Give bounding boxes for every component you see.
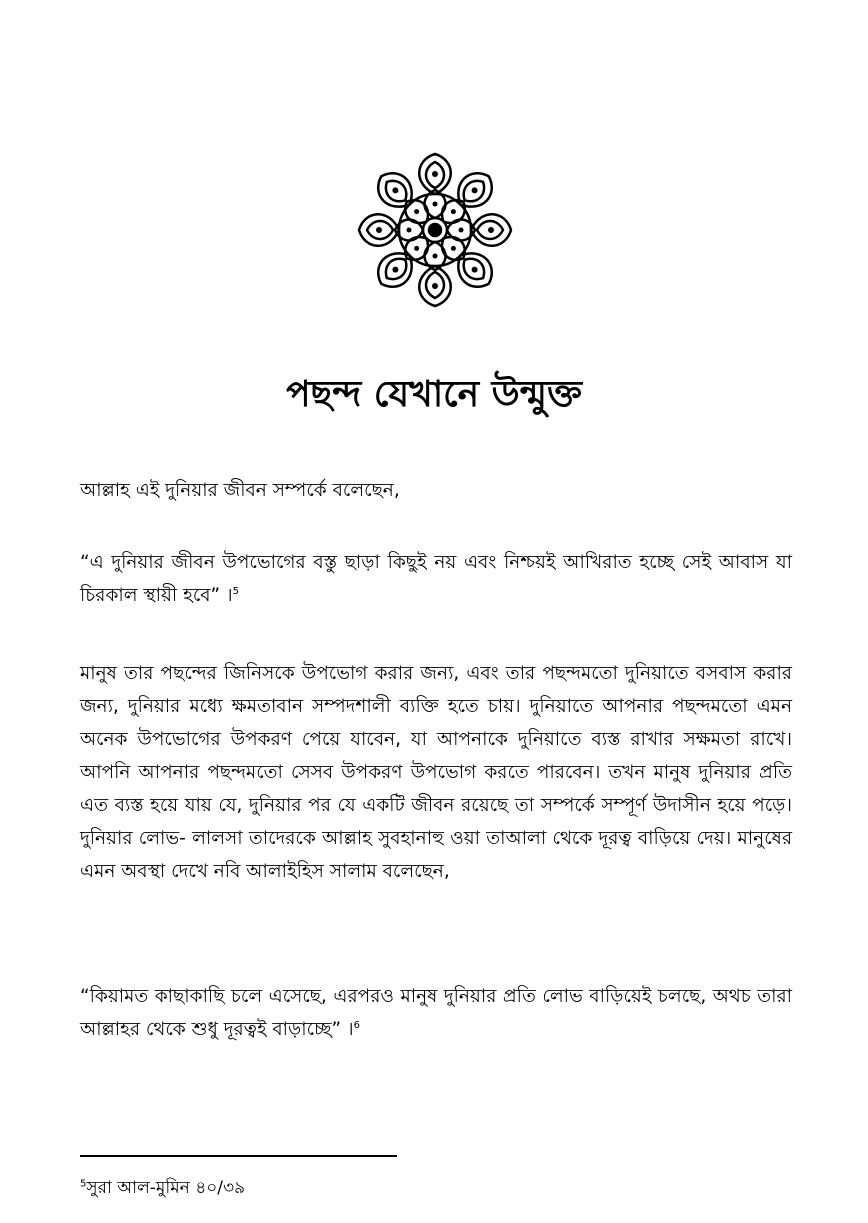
quote-text-1: “এ দুনিয়ার জীবন উপভোগের বস্তু ছাড়া কিছুই নয় এবং নিশ্চয়ই আখিরাত হচ্ছে সেই আবাস যা চিরকাল স্থায়ী হবে” ।	[80, 552, 792, 606]
footnote-marker: 5	[80, 1178, 87, 1190]
footnote-ref-2: 6	[353, 1019, 360, 1031]
footnote-divider	[80, 1155, 397, 1157]
footnote	[80, 1175, 245, 1201]
footnote-ref-1: 5	[232, 585, 240, 597]
quote-paragraph-2	[80, 980, 792, 1046]
footnote-text: সুরা আল-মুমিন ৪০/৩৯	[86, 1178, 246, 1198]
quote-text-2: “কিয়ামত কাছাকাছি চলে এসেছে, এরপরও মানুষ দুনিয়ার প্রতি লোভ বাড়িয়েই চলছে, অথচ তারা আল্লাহর থেকে শুধু দূরত্বই বাড়াচ্ছে” ।	[80, 986, 792, 1040]
intro-paragraph: আল্লাহ এই দুনিয়ার জীবন সম্পর্কে বলেছেন,	[80, 480, 400, 501]
page-title: পছন্দ যেখানে উন্মুক্ত	[286, 374, 582, 415]
quote-paragraph-1	[80, 546, 792, 612]
floral-mandala-icon	[357, 152, 513, 308]
body-paragraph: মানুষ তার পছন্দের জিনিসকে উপভোগ করার জন্য, এবং তার পছন্দমতো দুনিয়াতে বসবাস করার জন্য, দুনিয়ার মধ্যে ক্ষমতাবান সম্পদশালী ব্যক্তি হতে চায়। দুনিয়াতে আপনার পছন্দমতো এমন অনেক উপভোগের উপকরণ পেয়ে যাবেন, যা আপনাকে দুনিয়াতে ব্যস্ত রাখার সক্ষমতা রাখে। আপনি আপনার পছন্দমতো সেসব উপকরণ উপভোগ করতে পারবেন। তখন মানুষ দুনিয়ার প্রতি এত ব্যস্ত হয়ে যায় যে, দুনিয়ার পর যে একটি জীবন রয়েছে তা সম্পর্কে সম্পূর্ণ উদাসীন হয়ে পড়ে। দুনিয়ার লোভ- লালসা তাদেরকে আল্লাহ সুবহানাহু ওয়া তাআলা থেকে দূরত্ব বাড়িয়ে দেয়। মানুষের এমন অবস্থা দেখে নবি আলাইহিস সালাম বলেছেন,	[80, 663, 792, 882]
